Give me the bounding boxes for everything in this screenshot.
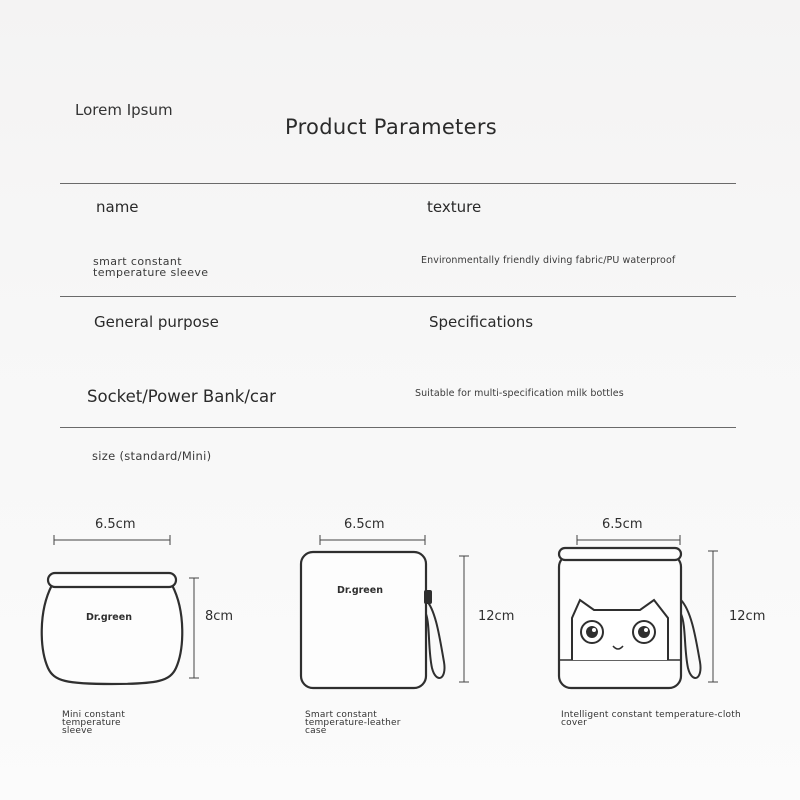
size-title: size (standard/Mini) [92,449,212,463]
spec-value: Suitable for multi-specification milk bottles [415,388,624,399]
product-1-width: 6.5cm [95,517,136,532]
purpose-value: Socket/Power Bank/car [87,387,276,406]
product-3-height: 12cm [729,609,766,624]
page-title: Product Parameters [284,115,497,139]
product-3-width: 6.5cm [602,517,643,532]
texture-label: texture [427,198,482,216]
product-3-caption: Intelligent constant temperature-cloth cover [561,710,741,728]
mini-sleeve-drawing [42,573,183,684]
product-2-height: 12cm [478,609,515,624]
logo-dr-green-case: Dr.green [337,585,383,596]
name-value-line1: smart constant [93,255,182,268]
spec-label: Specifications [429,313,534,331]
brand-name: Lorem Ipsum [75,101,173,119]
logo-dr-green-mini: Dr.green [86,612,132,623]
product-2-width: 6.5cm [344,517,385,532]
name-value-line2: temperature sleeve [93,266,209,279]
leather-case-drawing [301,552,445,688]
product-2-caption: Smart constant temperature-leather case [305,710,401,736]
product-1-caption: Mini constant temperature sleeve [62,710,126,736]
product-1-height: 8cm [205,609,234,624]
cloth-cover-drawing [559,548,701,688]
texture-value: Environmentally friendly diving fabric/PU waterproof [421,255,676,266]
name-label: name [96,198,139,216]
purpose-label: General purpose [94,313,219,331]
